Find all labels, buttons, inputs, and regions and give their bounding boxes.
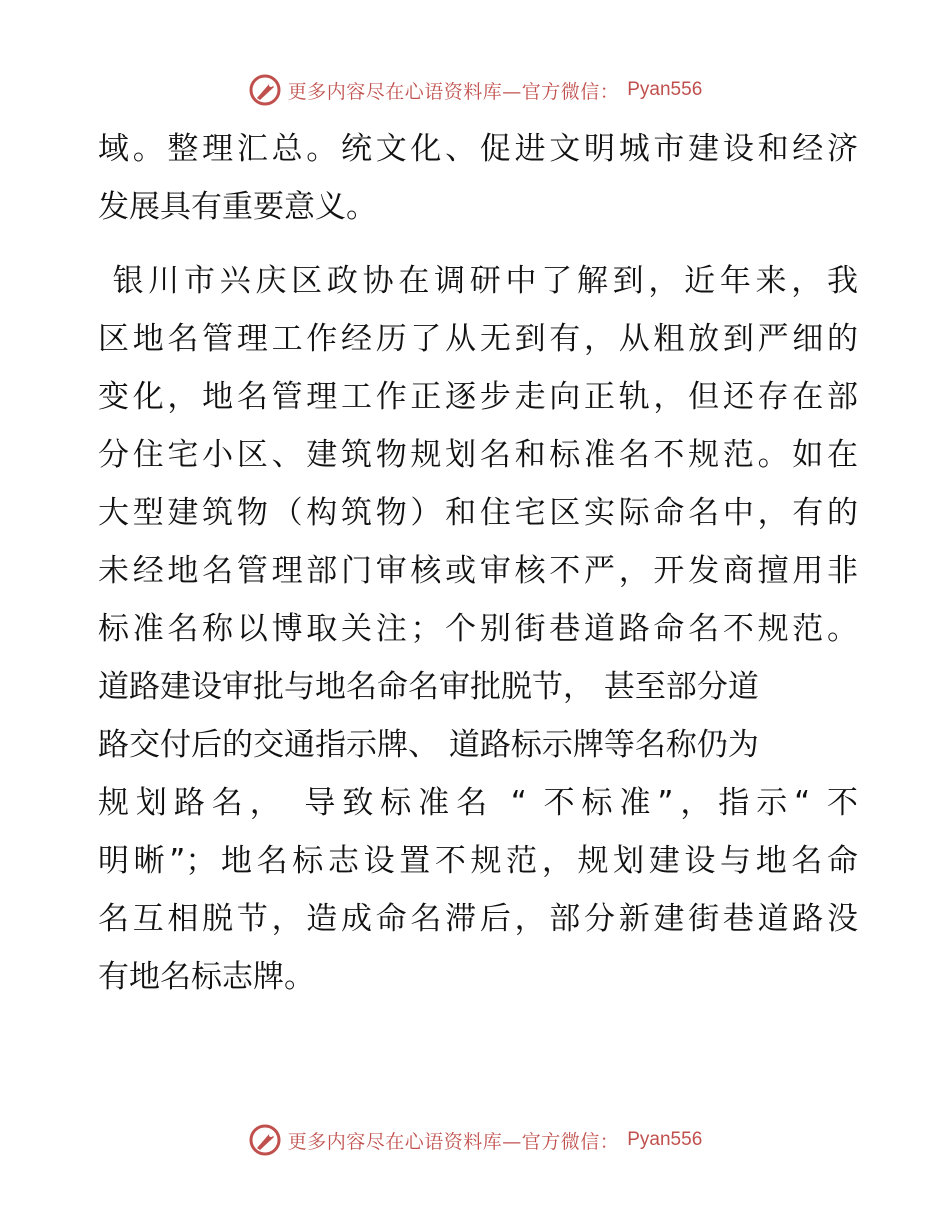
text-line: 域。整理汇总。统文化、促进文明城市建设和经济 — [98, 131, 858, 167]
paragraph-1 — [98, 120, 858, 236]
text-line: 区地名管理工作经历了从无到有，从粗放到严细的 — [98, 321, 858, 357]
pen-nib-logo-icon — [248, 1123, 282, 1157]
text-line: 变化，地名管理工作正逐步走向正轨，但还存在部 — [98, 379, 858, 415]
text-line: 发展具有重要意义。 — [98, 189, 377, 225]
text-line: 明晰”；地名标志设置不规范，规划建设与地名命 — [98, 843, 858, 879]
paragraph-2 — [98, 252, 858, 1006]
header-banner — [0, 70, 950, 110]
pen-nib-logo-icon — [248, 73, 282, 107]
text-line: 有地名标志牌。 — [98, 959, 315, 995]
footer-banner-text: 更多内容尽在心语资料库—官方微信： — [287, 1130, 620, 1153]
header-banner-inner — [248, 73, 703, 107]
text-line: 道路建设审批与地名命名审批脱节， 甚至部分道 — [98, 669, 759, 705]
header-banner-id: Pyan556 — [627, 79, 703, 100]
text-line: 规划路名， 导致标准名 “ 不标准”，指示“ 不 — [98, 785, 858, 821]
text-line: 标准名称以博取关注；个别街巷道路命名不规范。 — [98, 611, 858, 647]
text-line: 未经地名管理部门审核或审核不严，开发商擅用非 — [98, 553, 858, 589]
footer-banner — [0, 1120, 950, 1160]
text-line: 银川市兴庆区政协在调研中了解到，近年来，我 — [98, 263, 858, 299]
text-line: 分住宅小区、建筑物规划名和标准名不规范。如在 — [98, 437, 858, 473]
text-line: 名互相脱节，造成命名滞后，部分新建街巷道路没 — [98, 901, 858, 937]
header-banner-text: 更多内容尽在心语资料库—官方微信： — [287, 80, 620, 103]
footer-banner-inner — [248, 1123, 703, 1157]
document-body — [98, 120, 858, 1006]
text-line: 路交付后的交通指示牌、 道路标示牌等名称仍为 — [98, 727, 759, 763]
text-line: 大型建筑物（构筑物）和住宅区实际命名中，有的 — [98, 495, 858, 531]
footer-banner-id: Pyan556 — [627, 1129, 703, 1150]
